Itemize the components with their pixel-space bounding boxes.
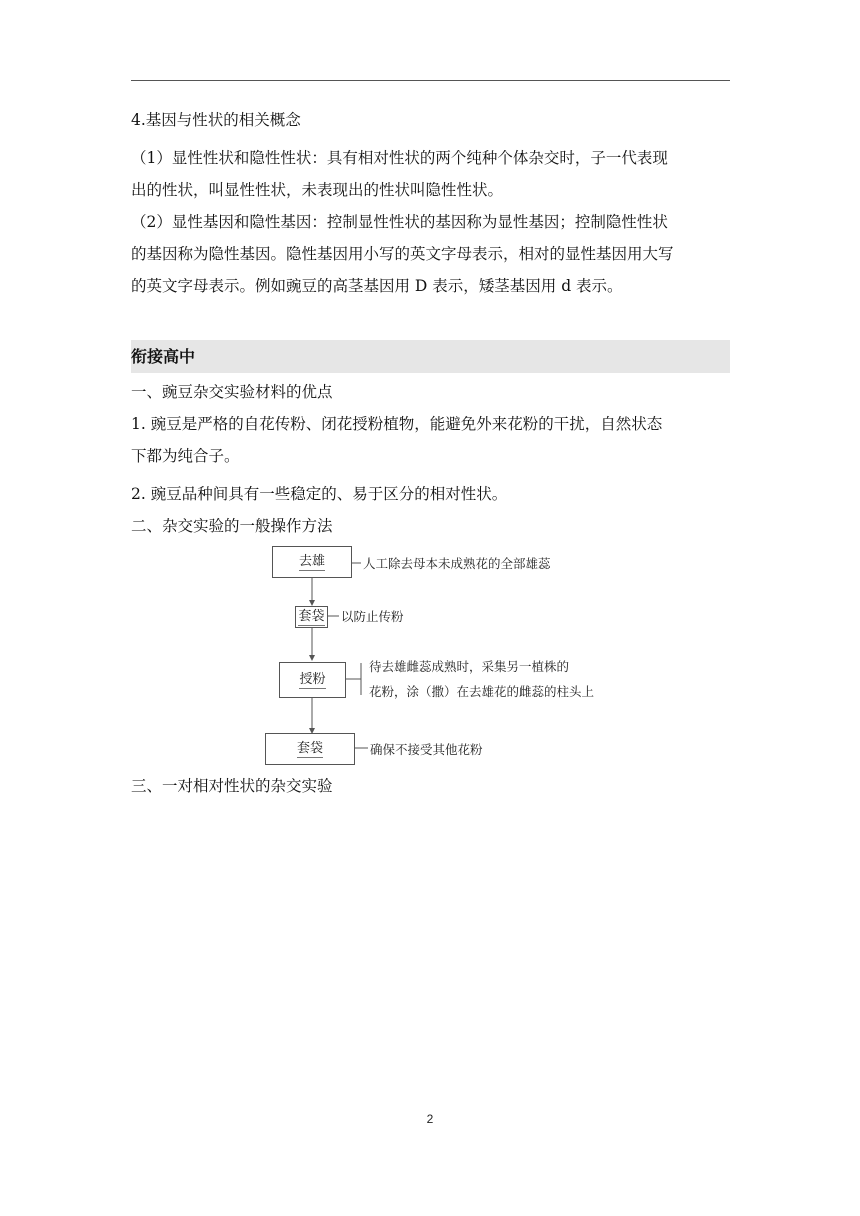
flow-step-bagging-1-label: 套袋 bbox=[298, 608, 325, 624]
section4-p1-line1: （1）显性性状和隐性性状：具有相对性状的两个纯种个体杂交时，子一代表现 bbox=[131, 149, 668, 167]
section4-p1-line2: 出的性状，叫显性性状，未表现出的性状叫隐性性状。 bbox=[131, 181, 504, 199]
section4-p2-line2: 的基因称为隐性基因。隐性基因用小写的英文字母表示，相对的显性基因用大写 bbox=[131, 245, 674, 263]
flow-step-pollination-desc bbox=[369, 654, 594, 704]
flow-step-bagging-2-label: 套袋 bbox=[296, 740, 323, 756]
bridge-item1-line2: 下都为纯合子。 bbox=[131, 447, 240, 465]
flow-step-emasculation-desc: 人工除去母本未成熟花的全部雄蕊 bbox=[363, 556, 551, 571]
flow-step-bagging-1 bbox=[295, 606, 328, 628]
page-number: 2 bbox=[426, 1112, 434, 1126]
section-title: 衔接高中 bbox=[131, 347, 196, 366]
section4-p2-line3: 的英文字母表示。例如豌豆的高茎基因用 D 表示，矮茎基因用 d 表示。 bbox=[131, 277, 623, 295]
flow-step-emasculation-label: 去雄 bbox=[298, 553, 325, 569]
flow-step-emasculation bbox=[272, 546, 352, 578]
bridge-heading-1: 一、豌豆杂交实验材料的优点 bbox=[131, 383, 333, 401]
bridge-heading-2: 二、杂交实验的一般操作方法 bbox=[131, 517, 333, 535]
flow-step-pollination bbox=[279, 662, 346, 698]
bridge-item1-line1: 1. 豌豆是严格的自花传粉、闭花授粉植物，能避免外来花粉的干扰，自然状态 bbox=[131, 415, 663, 433]
flow-step-pollination-label: 授粉 bbox=[299, 671, 326, 687]
flow-step-bagging-2-desc: 确保不接受其他花粉 bbox=[370, 742, 483, 757]
arrow-2-head bbox=[309, 655, 315, 661]
section4-heading: 4.基因与性状的相关概念 bbox=[131, 111, 301, 129]
bridge-heading-3: 三、一对相对性状的杂交实验 bbox=[131, 777, 333, 795]
flow-step-pollination-desc-line1: 待去雄雌蕊成熟时，采集另一植株的 bbox=[369, 659, 570, 674]
bridge-item2: 2. 豌豆品种间具有一些稳定的、易于区分的相对性状。 bbox=[131, 485, 508, 503]
flow-step-pollination-desc-line2: 花粉，涂（撒）在去雄花的雌蕊的柱头上 bbox=[369, 684, 595, 699]
flow-step-bagging-1-desc: 以防止传粉 bbox=[341, 609, 404, 624]
flow-step-bagging-2 bbox=[265, 733, 355, 765]
section4-p2-line1: （2）显性基因和隐性基因：控制显性性状的基因称为显性基因；控制隐性性状 bbox=[131, 213, 668, 231]
